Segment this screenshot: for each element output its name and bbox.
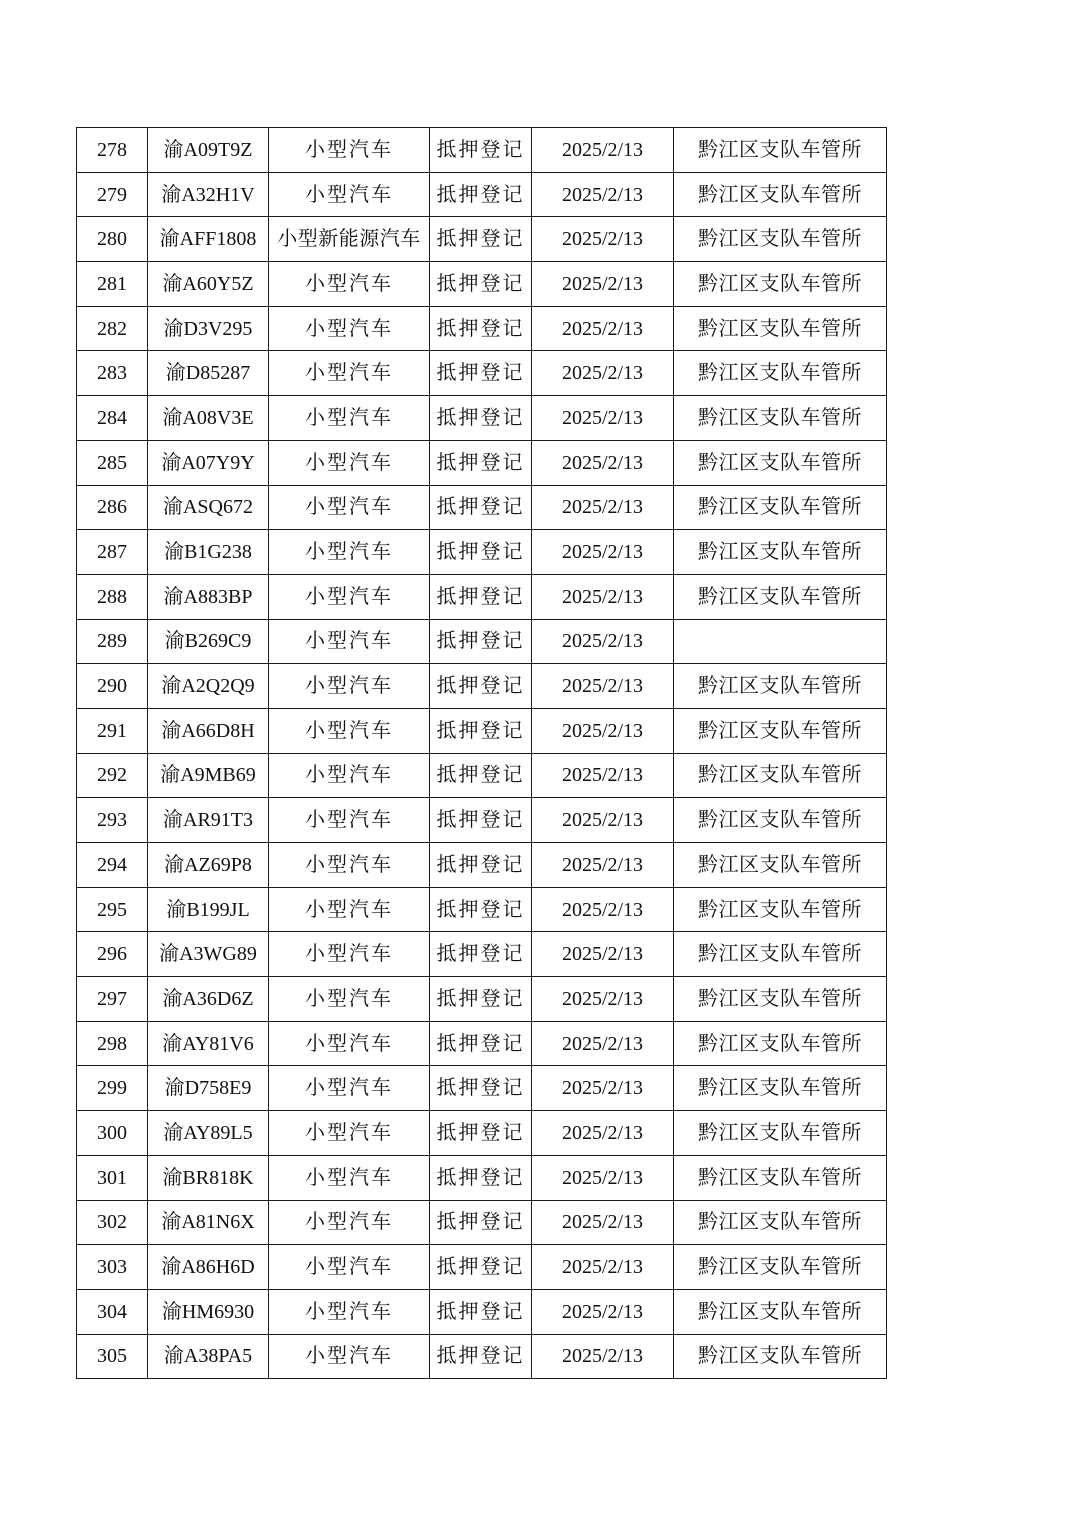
business-type-cell: 抵押登记: [430, 574, 532, 619]
table-row: [77, 1066, 887, 1111]
office-cell: 黔江区支队车管所: [674, 1111, 887, 1156]
vehicle-type-cell: 小型汽车: [269, 1021, 430, 1066]
business-type-cell: 抵押登记: [430, 977, 532, 1022]
date-cell: 2025/2/13: [532, 306, 674, 351]
plate-number-cell: 渝A09T9Z: [148, 128, 269, 173]
plate-number-cell: 渝A32H1V: [148, 172, 269, 217]
plate-number-cell: 渝A38PA5: [148, 1334, 269, 1379]
office-cell: 黔江区支队车管所: [674, 217, 887, 262]
vehicle-type-cell: 小型汽车: [269, 887, 430, 932]
date-cell: 2025/2/13: [532, 887, 674, 932]
vehicle-type-cell: 小型汽车: [269, 1245, 430, 1290]
date-cell: 2025/2/13: [532, 619, 674, 664]
business-type-cell: 抵押登记: [430, 396, 532, 441]
vehicle-type-cell: 小型汽车: [269, 128, 430, 173]
office-cell: 黔江区支队车管所: [674, 128, 887, 173]
row-number-cell: 278: [77, 128, 148, 173]
row-number-cell: 295: [77, 887, 148, 932]
office-cell: 黔江区支队车管所: [674, 1066, 887, 1111]
plate-number-cell: 渝AZ69P8: [148, 843, 269, 888]
row-number-cell: 300: [77, 1111, 148, 1156]
table-row: [77, 351, 887, 396]
plate-number-cell: 渝HM6930: [148, 1289, 269, 1334]
office-cell: 黔江区支队车管所: [674, 1289, 887, 1334]
row-number-cell: 302: [77, 1200, 148, 1245]
plate-number-cell: 渝D758E9: [148, 1066, 269, 1111]
row-number-cell: 285: [77, 440, 148, 485]
plate-number-cell: 渝BR818K: [148, 1155, 269, 1200]
vehicle-type-cell: 小型汽车: [269, 396, 430, 441]
office-cell: 黔江区支队车管所: [674, 485, 887, 530]
date-cell: 2025/2/13: [532, 1289, 674, 1334]
row-number-cell: 280: [77, 217, 148, 262]
office-cell: 黔江区支队车管所: [674, 440, 887, 485]
office-cell: 黔江区支队车管所: [674, 1021, 887, 1066]
table-row: [77, 1245, 887, 1290]
row-number-cell: 281: [77, 262, 148, 307]
date-cell: 2025/2/13: [532, 172, 674, 217]
business-type-cell: 抵押登记: [430, 172, 532, 217]
plate-number-cell: 渝B1G238: [148, 530, 269, 575]
table-row: [77, 485, 887, 530]
business-type-cell: 抵押登记: [430, 753, 532, 798]
vehicle-type-cell: 小型汽车: [269, 619, 430, 664]
office-cell: 黔江区支队车管所: [674, 530, 887, 575]
business-type-cell: 抵押登记: [430, 485, 532, 530]
office-cell: 黔江区支队车管所: [674, 1200, 887, 1245]
table-row: [77, 664, 887, 709]
plate-number-cell: 渝B199JL: [148, 887, 269, 932]
table-row: [77, 574, 887, 619]
row-number-cell: 298: [77, 1021, 148, 1066]
row-number-cell: 291: [77, 708, 148, 753]
vehicle-type-cell: 小型汽车: [269, 262, 430, 307]
table-row: [77, 306, 887, 351]
table-row: [77, 1200, 887, 1245]
business-type-cell: 抵押登记: [430, 1111, 532, 1156]
office-cell: 黔江区支队车管所: [674, 932, 887, 977]
business-type-cell: 抵押登记: [430, 932, 532, 977]
plate-number-cell: 渝ASQ672: [148, 485, 269, 530]
plate-number-cell: 渝B269C9: [148, 619, 269, 664]
office-cell: 黔江区支队车管所: [674, 708, 887, 753]
vehicle-type-cell: 小型汽车: [269, 485, 430, 530]
business-type-cell: 抵押登记: [430, 843, 532, 888]
row-number-cell: 292: [77, 753, 148, 798]
row-number-cell: 286: [77, 485, 148, 530]
vehicle-type-cell: 小型汽车: [269, 351, 430, 396]
date-cell: 2025/2/13: [532, 440, 674, 485]
table-row: [77, 1021, 887, 1066]
date-cell: 2025/2/13: [532, 574, 674, 619]
date-cell: 2025/2/13: [532, 1334, 674, 1379]
table-row: [77, 798, 887, 843]
table-row: [77, 217, 887, 262]
table-row: [77, 708, 887, 753]
registration-table: [76, 127, 887, 1379]
date-cell: 2025/2/13: [532, 664, 674, 709]
business-type-cell: 抵押登记: [430, 664, 532, 709]
vehicle-type-cell: 小型汽车: [269, 843, 430, 888]
office-cell: 黔江区支队车管所: [674, 887, 887, 932]
vehicle-type-cell: 小型汽车: [269, 708, 430, 753]
plate-number-cell: 渝A3WG89: [148, 932, 269, 977]
business-type-cell: 抵押登记: [430, 1200, 532, 1245]
plate-number-cell: 渝D3V295: [148, 306, 269, 351]
date-cell: 2025/2/13: [532, 753, 674, 798]
office-cell: 黔江区支队车管所: [674, 351, 887, 396]
row-number-cell: 279: [77, 172, 148, 217]
date-cell: 2025/2/13: [532, 1155, 674, 1200]
business-type-cell: 抵押登记: [430, 1021, 532, 1066]
vehicle-type-cell: 小型汽车: [269, 798, 430, 843]
row-number-cell: 287: [77, 530, 148, 575]
table-row: [77, 396, 887, 441]
business-type-cell: 抵押登记: [430, 306, 532, 351]
date-cell: 2025/2/13: [532, 1245, 674, 1290]
vehicle-type-cell: 小型汽车: [269, 753, 430, 798]
table-row: [77, 262, 887, 307]
office-cell: 黔江区支队车管所: [674, 977, 887, 1022]
date-cell: 2025/2/13: [532, 798, 674, 843]
business-type-cell: 抵押登记: [430, 1245, 532, 1290]
table-row: [77, 530, 887, 575]
date-cell: 2025/2/13: [532, 977, 674, 1022]
office-cell: 黔江区支队车管所: [674, 262, 887, 307]
row-number-cell: 303: [77, 1245, 148, 1290]
row-number-cell: 301: [77, 1155, 148, 1200]
vehicle-type-cell: 小型汽车: [269, 306, 430, 351]
office-cell: 黔江区支队车管所: [674, 306, 887, 351]
date-cell: 2025/2/13: [532, 396, 674, 441]
business-type-cell: 抵押登记: [430, 619, 532, 664]
row-number-cell: 296: [77, 932, 148, 977]
business-type-cell: 抵押登记: [430, 887, 532, 932]
date-cell: 2025/2/13: [532, 128, 674, 173]
business-type-cell: 抵押登记: [430, 440, 532, 485]
row-number-cell: 305: [77, 1334, 148, 1379]
date-cell: 2025/2/13: [532, 262, 674, 307]
table-row: [77, 1111, 887, 1156]
plate-number-cell: 渝A66D8H: [148, 708, 269, 753]
office-cell: 黔江区支队车管所: [674, 1245, 887, 1290]
office-cell: 黔江区支队车管所: [674, 753, 887, 798]
row-number-cell: 294: [77, 843, 148, 888]
vehicle-type-cell: 小型汽车: [269, 1155, 430, 1200]
table-row: [77, 1334, 887, 1379]
office-cell: 黔江区支队车管所: [674, 172, 887, 217]
row-number-cell: 288: [77, 574, 148, 619]
vehicle-type-cell: 小型汽车: [269, 1066, 430, 1111]
vehicle-type-cell: 小型汽车: [269, 1289, 430, 1334]
vehicle-type-cell: 小型新能源汽车: [269, 217, 430, 262]
table-row: [77, 440, 887, 485]
date-cell: 2025/2/13: [532, 530, 674, 575]
date-cell: 2025/2/13: [532, 351, 674, 396]
row-number-cell: 290: [77, 664, 148, 709]
date-cell: 2025/2/13: [532, 843, 674, 888]
vehicle-type-cell: 小型汽车: [269, 574, 430, 619]
table-row: [77, 932, 887, 977]
plate-number-cell: 渝D85287: [148, 351, 269, 396]
table-row: [77, 887, 887, 932]
plate-number-cell: 渝A08V3E: [148, 396, 269, 441]
business-type-cell: 抵押登记: [430, 798, 532, 843]
business-type-cell: 抵押登记: [430, 708, 532, 753]
business-type-cell: 抵押登记: [430, 128, 532, 173]
plate-number-cell: 渝A883BP: [148, 574, 269, 619]
date-cell: 2025/2/13: [532, 708, 674, 753]
table-row: [77, 1289, 887, 1334]
plate-number-cell: 渝A2Q2Q9: [148, 664, 269, 709]
date-cell: 2025/2/13: [532, 932, 674, 977]
office-cell: 黔江区支队车管所: [674, 664, 887, 709]
row-number-cell: 297: [77, 977, 148, 1022]
row-number-cell: 304: [77, 1289, 148, 1334]
business-type-cell: 抵押登记: [430, 1066, 532, 1111]
office-cell: 黔江区支队车管所: [674, 1155, 887, 1200]
row-number-cell: 282: [77, 306, 148, 351]
row-number-cell: 283: [77, 351, 148, 396]
table-row: [77, 172, 887, 217]
table-row: [77, 753, 887, 798]
plate-number-cell: 渝A36D6Z: [148, 977, 269, 1022]
vehicle-type-cell: 小型汽车: [269, 664, 430, 709]
vehicle-type-cell: 小型汽车: [269, 1111, 430, 1156]
business-type-cell: 抵押登记: [430, 217, 532, 262]
vehicle-type-cell: 小型汽车: [269, 1334, 430, 1379]
table-row: [77, 1155, 887, 1200]
plate-number-cell: 渝A9MB69: [148, 753, 269, 798]
row-number-cell: 284: [77, 396, 148, 441]
plate-number-cell: 渝AFF1808: [148, 217, 269, 262]
office-cell: 黔江区支队车管所: [674, 396, 887, 441]
plate-number-cell: 渝AR91T3: [148, 798, 269, 843]
plate-number-cell: 渝A60Y5Z: [148, 262, 269, 307]
business-type-cell: 抵押登记: [430, 530, 532, 575]
vehicle-type-cell: 小型汽车: [269, 932, 430, 977]
business-type-cell: 抵押登记: [430, 1334, 532, 1379]
date-cell: 2025/2/13: [532, 1066, 674, 1111]
vehicle-type-cell: 小型汽车: [269, 977, 430, 1022]
table-body: [77, 128, 887, 1379]
row-number-cell: 289: [77, 619, 148, 664]
date-cell: 2025/2/13: [532, 1200, 674, 1245]
office-cell: [674, 619, 887, 664]
business-type-cell: 抵押登记: [430, 1155, 532, 1200]
date-cell: 2025/2/13: [532, 1111, 674, 1156]
vehicle-type-cell: 小型汽车: [269, 440, 430, 485]
office-cell: 黔江区支队车管所: [674, 1334, 887, 1379]
office-cell: 黔江区支队车管所: [674, 843, 887, 888]
plate-number-cell: 渝A81N6X: [148, 1200, 269, 1245]
plate-number-cell: 渝A86H6D: [148, 1245, 269, 1290]
row-number-cell: 293: [77, 798, 148, 843]
vehicle-type-cell: 小型汽车: [269, 172, 430, 217]
date-cell: 2025/2/13: [532, 1021, 674, 1066]
plate-number-cell: 渝AY81V6: [148, 1021, 269, 1066]
business-type-cell: 抵押登记: [430, 1289, 532, 1334]
vehicle-type-cell: 小型汽车: [269, 1200, 430, 1245]
business-type-cell: 抵押登记: [430, 262, 532, 307]
table-row: [77, 843, 887, 888]
plate-number-cell: 渝AY89L5: [148, 1111, 269, 1156]
date-cell: 2025/2/13: [532, 217, 674, 262]
vehicle-type-cell: 小型汽车: [269, 530, 430, 575]
office-cell: 黔江区支队车管所: [674, 798, 887, 843]
table-row: [77, 128, 887, 173]
business-type-cell: 抵押登记: [430, 351, 532, 396]
table-row: [77, 619, 887, 664]
plate-number-cell: 渝A07Y9Y: [148, 440, 269, 485]
office-cell: 黔江区支队车管所: [674, 574, 887, 619]
table-row: [77, 977, 887, 1022]
row-number-cell: 299: [77, 1066, 148, 1111]
date-cell: 2025/2/13: [532, 485, 674, 530]
